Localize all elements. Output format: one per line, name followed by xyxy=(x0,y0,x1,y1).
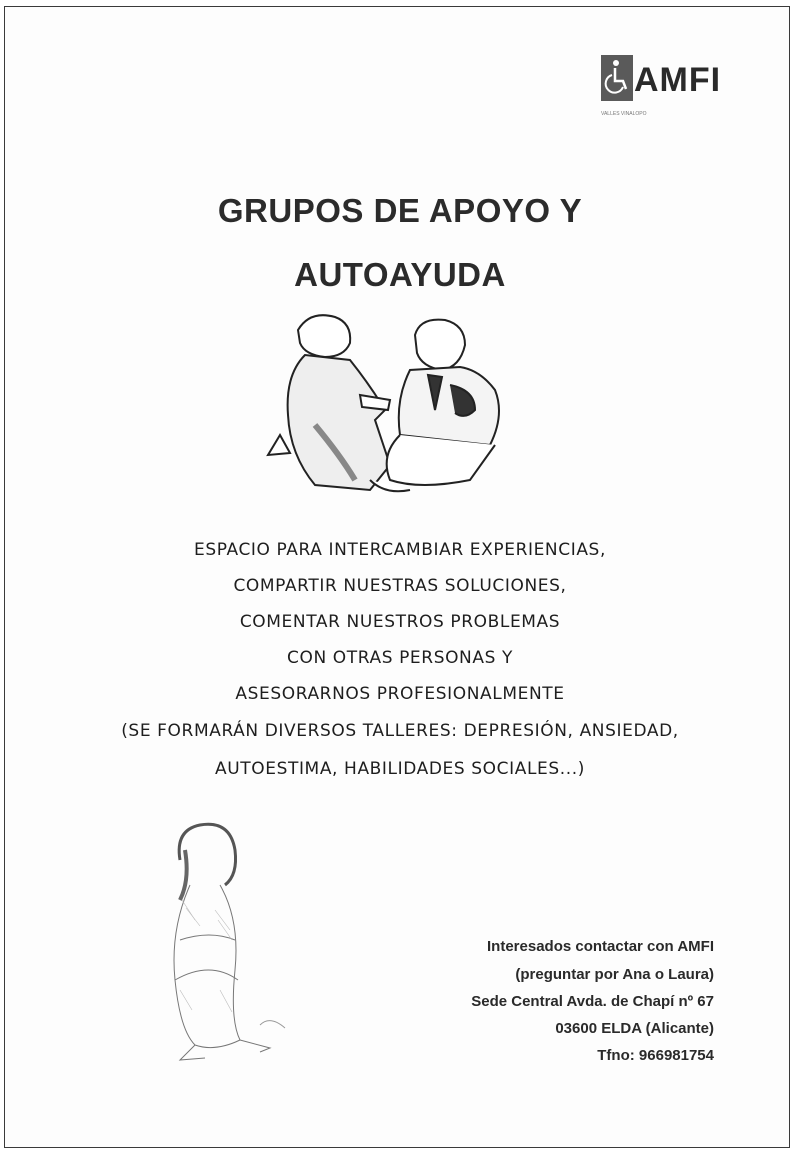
page-title-line-2: AUTOAYUDA xyxy=(294,256,506,293)
body-line: ASESORARNOS PROFESIONALMENTE xyxy=(235,684,565,704)
body-line: COMPARTIR NUESTRAS SOLUCIONES, xyxy=(233,576,567,596)
contact-phone: Tfno: 966981754 xyxy=(597,1047,714,1064)
contact-line: Sede Central Avda. de Chapí nº 67 xyxy=(471,993,714,1010)
contact-line: 03600 ELDA (Alicante) xyxy=(555,1020,714,1037)
body-line: ESPACIO PARA INTERCAMBIAR EXPERIENCIAS, xyxy=(194,540,606,560)
logo-subtext: VALLES VINALOPO xyxy=(601,111,647,117)
wheelchair-icon xyxy=(601,55,633,101)
page-title-line-1: GRUPOS DE APOYO Y xyxy=(217,192,583,229)
body-line: CON OTRAS PERSONAS Y xyxy=(287,648,513,668)
sitting-figure-sketch xyxy=(120,790,340,1080)
body-line: AUTOESTIMA, HABILIDADES SOCIALES...) xyxy=(214,759,586,779)
logo-text: AMFI xyxy=(634,61,722,99)
body-line: COMENTAR NUESTROS PROBLEMAS xyxy=(239,612,561,632)
support-illustration xyxy=(260,305,520,505)
body-line: (SE FORMARÁN DIVERSOS TALLERES: DEPRESIÓN, ANSIEDAD, xyxy=(121,721,679,741)
contact-line: (preguntar por Ana o Laura) xyxy=(515,966,714,983)
contact-line: Interesados contactar con AMFI xyxy=(487,938,714,955)
amfi-logo xyxy=(601,55,736,125)
